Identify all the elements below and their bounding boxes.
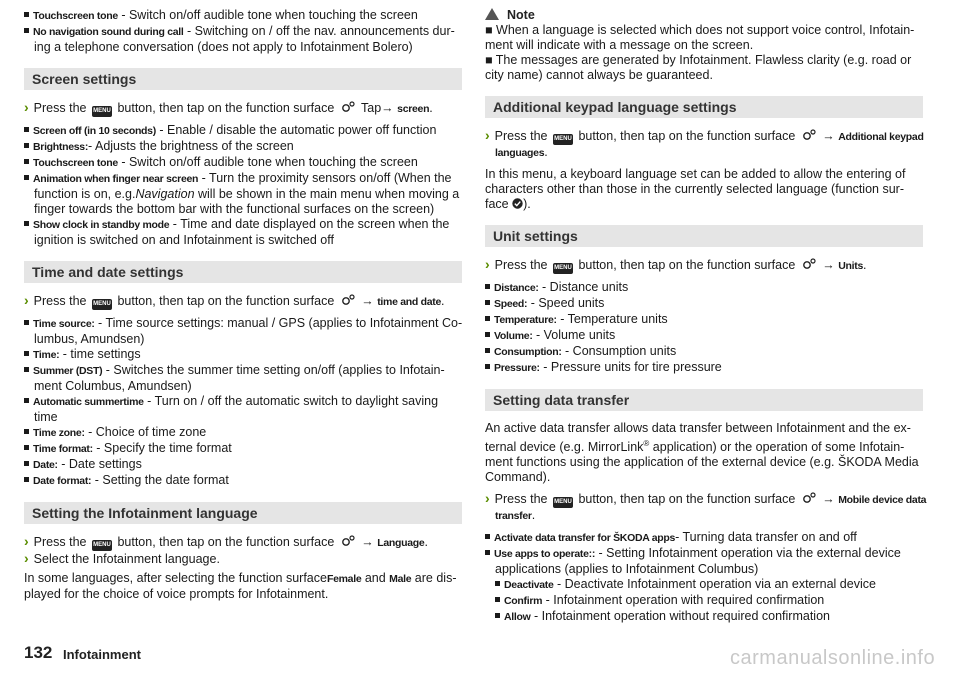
menu-button-icon: MENU (553, 263, 573, 274)
list-item: Consumption: - Consumption units (485, 344, 923, 360)
section-heading-time-date: Time and date settings (24, 261, 462, 283)
step-arrow-icon: › (24, 99, 29, 115)
instruction-step: › Press the MENU button, then tap on the function surface → Language. (24, 533, 428, 549)
list-item: Activate data transfer for ŠKODA apps- Turning data transfer on and off (485, 530, 923, 546)
instruction-step: › Press the MENU button, then tap on the function surface → Units. (485, 256, 867, 272)
step-arrow-icon: › (485, 256, 490, 272)
bullet-icon (24, 367, 29, 372)
section-footer-title: Infotainment (63, 647, 141, 662)
bullet-icon (24, 461, 29, 466)
bullet-icon (495, 581, 500, 586)
menu-button-icon: MENU (553, 134, 573, 145)
bullet-icon (24, 28, 29, 33)
step-arrow-icon: › (485, 127, 490, 143)
warning-icon (485, 8, 499, 20)
list-item: Show clock in standby mode - Time and date displayed on the screen when the (24, 217, 462, 233)
settings-gear-icon (341, 101, 355, 113)
list-item: Deactivate - Deactivate Infotainment operation via an external device (485, 577, 923, 593)
bullet-icon (24, 159, 29, 164)
menu-button-icon: MENU (92, 106, 112, 117)
instruction-step: › Press the MENU button, then tap on the function surface → Mobile device data (485, 490, 927, 507)
bullet-icon (24, 351, 29, 356)
list-item: Speed: - Speed units (485, 296, 923, 312)
bullet-icon (485, 534, 490, 539)
step-arrow-icon: › (485, 490, 490, 507)
section-heading-units: Unit settings (485, 225, 923, 247)
list-item: Date: - Date settings (24, 457, 462, 473)
list-item: Time zone: - Choice of time zone (24, 425, 462, 441)
section-heading-transfer: Setting data transfer (485, 389, 923, 411)
list-item: Time format: - Specify the time format (24, 441, 462, 457)
list-item: Date format: - Setting the date format (24, 473, 462, 489)
bullet-icon (24, 175, 29, 180)
bullet-icon (485, 300, 490, 305)
list-item: Use apps to operate:: - Setting Infotainment operation via the external device (485, 546, 923, 562)
menu-button-icon: MENU (92, 299, 112, 310)
list-item: Summer (DST) - Switches the summer time setting on/off (applies to Infotain- (24, 363, 462, 379)
bullet-icon (24, 12, 29, 17)
list-item: Time: - time settings (24, 347, 462, 363)
bullet-icon (24, 320, 29, 325)
bullet-icon (485, 348, 490, 353)
bullet-icon (485, 364, 490, 369)
list-item: Confirm - Infotainment operation with required confirmation (485, 593, 923, 609)
section-heading-language: Setting the Infotainment language (24, 502, 462, 524)
bullet-icon (485, 284, 490, 289)
list-item: Volume: - Volume units (485, 328, 923, 344)
settings-gear-icon (802, 492, 816, 504)
list-item: Brightness:- Adjusts the brightness of the screen (24, 139, 462, 155)
menu-button-icon: MENU (553, 497, 573, 508)
list-item: Distance: - Distance units (485, 280, 923, 296)
list-item: Pressure: - Pressure units for tire pressure (485, 360, 923, 376)
list-item: Touchscreen tone - Switch on/off audible tone when touching the screen (24, 155, 462, 171)
settings-gear-icon (341, 294, 355, 306)
step-arrow-icon: › (24, 292, 29, 308)
bullet-icon (24, 477, 29, 482)
bullet-icon (24, 143, 29, 148)
left-column: Touchscreen tone - Switch on/off audible tone when touching the screen No navigation sound during call - Switching on / off the nav. announcements dur- ing a telephone conversation (does not apply to Infotainment Bolero) Screen settings › Press the MENU button, then tap on the function surface Tap→ screen. Screen off (in 10 seconds) - Enable / disable the automatic power off function Brightness:- Adjusts the brightness of the screen Touchscreen tone - Switch on/off audible tone when touching the screen Animation when finger near screen - Turn the proximity sensors on/off (When the function is on, e.g.Navigation will be shown in the main menu when moving a finger towards the bottom bar with the functional surfaces on the screen) Show clock in standby mode - Time and date displayed on the screen when the ignition is switched on and Infotainment is switched off Time and date settings › Press the MENU button, then tap on the function surface → time and date. Time source: - Time source settings: manual / GPS (applies to Infotainment Co- lumbus, Amundsen) Time: - time settings Summer (DST) - Switches the summer time setting on/off (applies to Infotain- ment Columbus, Amundsen) Automatic summertime - Turn on / off the automatic switch to daylight saving time Time zone: - Choice of time zone Time format: - Specify the time format Date: - Date settings Date format: - Setting the date format Setting the Infotainment language › Press the MENU button, then tap on the function surface → Language. › Select the Infotainment language. In some languages, after selecting the function surfaceFemale and Male are dis- played for the choice of voice prompts for Infotainment. (24, 8, 463, 601)
checkmark-icon (512, 198, 523, 209)
step-arrow-icon: › (24, 550, 29, 566)
page-number: 132 (24, 643, 53, 662)
bullet-icon (24, 221, 29, 226)
bullet-icon (24, 398, 29, 403)
bullet-icon (24, 429, 29, 434)
section-heading-screen: Screen settings (24, 68, 462, 90)
instruction-step: › Press the MENU button, then tap on the function surface → Additional keypad (485, 127, 924, 143)
bullet-icon (485, 316, 490, 321)
right-column: Note ■ When a language is selected which does not support voice control, Infotain- ment will indicate with a message on the screen. ■ The messages are generated by Infotainment. Flawless clarity (e.g. road or city name) cannot always be guaranteed. Additional keypad language settings › Press the MENU button, then tap on the function surface → Additional keypad languages. In this menu, a keyboard language set can be added to allow the entering of characters other than those in the currently selected language (function sur- face ). Unit settings › Press the MENU button, then tap on the function surface → Units. Distance: - Distance units Speed: - Speed units Temperature: - Temperature units Volume: - Volume units Consumption: - Consumption units Pressure: - Pressure units for tire pressure Setting data transfer An active data transfer allows data transfer between Infotainment and the ex- ternal device (e.g. MirrorLink® application) or the operation of some Infotain- ment functions using the application of the external device (e.g. ŠKODA Media Command). › Press the MENU button, then tap on the function surface → Mobile device data transfer. Activate data transfer for ŠKODA apps- Turning data transfer on and off Use apps to operate:: - Setting Infotainment operation via the external device applications (applies to Infotainment Columbus) Deactivate - Deactivate Infotainment operation via an external device Confirm - Infotainment operation with required confirmation Allow - Infotainment operation without required confirmation (485, 8, 927, 624)
list-item: Time source: - Time source settings: manual / GPS (applies to Infotainment Co- (24, 316, 462, 332)
list-item: Allow - Infotainment operation without required confirmation (485, 609, 923, 625)
instruction-step: › Select the Infotainment language. (24, 550, 220, 566)
step-arrow-icon: › (24, 533, 29, 549)
list-item: Touchscreen tone - Switch on/off audible tone when touching the screen (24, 8, 462, 24)
menu-button-icon: MENU (92, 540, 112, 551)
bullet-icon (495, 613, 500, 618)
bullet-icon (485, 332, 490, 337)
list-item: Temperature: - Temperature units (485, 312, 923, 328)
bullet-icon (24, 127, 29, 132)
list-item: No navigation sound during call - Switching on / off the nav. announcements dur- (24, 24, 462, 40)
bullet-icon (485, 550, 490, 555)
settings-gear-icon (802, 129, 816, 141)
settings-gear-icon (341, 535, 355, 547)
instruction-step: › Press the MENU button, then tap on the function surface → time and date. (24, 292, 445, 308)
section-heading-keypad: Additional keypad language settings (485, 96, 923, 118)
list-item: Automatic summertime - Turn on / off the automatic switch to daylight saving (24, 394, 462, 410)
instruction-step: › Press the MENU button, then tap on the function surface Tap→ screen. (24, 99, 433, 115)
bullet-icon (24, 445, 29, 450)
watermark: carmanualsonline.info (730, 647, 936, 669)
paragraph: In some languages, after selecting the function surfaceFemale and Male are dis- (24, 571, 457, 585)
bullet-icon (495, 597, 500, 602)
settings-gear-icon (802, 258, 816, 270)
note-heading: Note (485, 8, 923, 23)
list-item: Screen off (in 10 seconds) - Enable / disable the automatic power off function (24, 123, 462, 139)
list-item: Animation when finger near screen - Turn the proximity sensors on/off (When the (24, 171, 462, 187)
